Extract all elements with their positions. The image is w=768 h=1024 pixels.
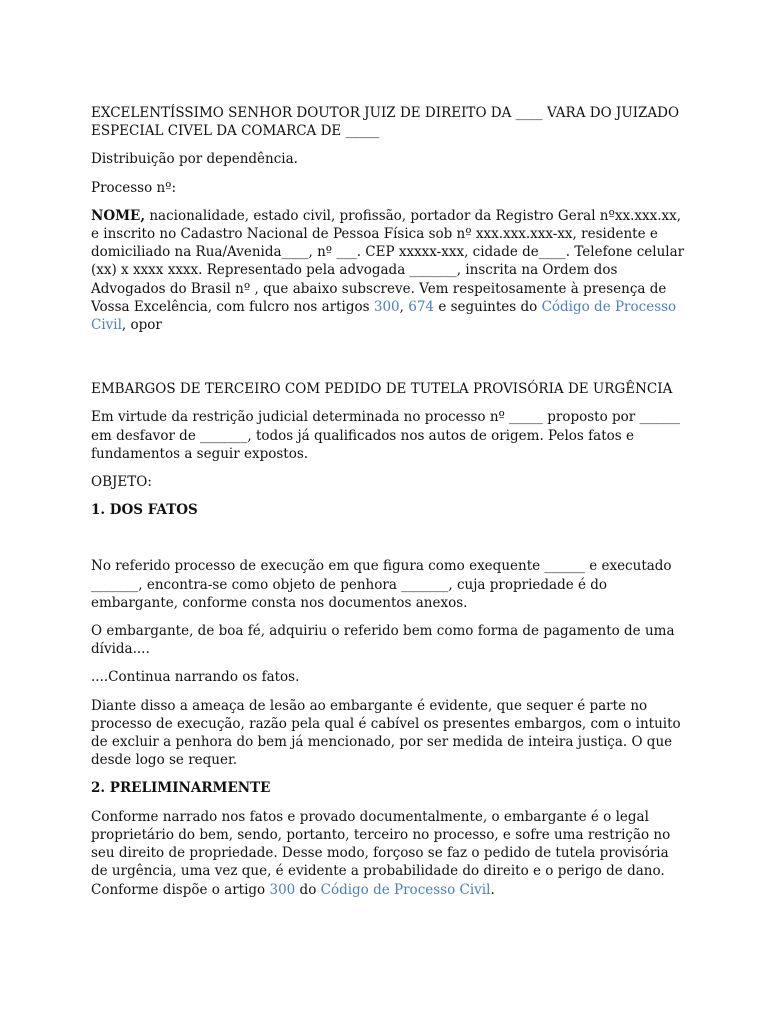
spacer [91, 344, 688, 380]
section-1-title: 1. DOS FATOS [91, 502, 198, 519]
court-address-line-1: EXCELENTÍSSIMO SENHOR DOUTOR JUIZ DE DIREITO DA ____ VARA DO JUIZADO [91, 105, 680, 121]
section-2-paragraph-1 [91, 808, 688, 899]
cpc-link[interactable]: Código de Processo Civil [91, 298, 677, 334]
section-1-paragraph-3: ....Continua narrando os fatos. [91, 669, 300, 686]
section-2-title: 2. PRELIMINARMENTE [91, 780, 271, 797]
qualification-text-1: nacionalidade, estado civil, profissão, portador da Registro Geral nºxx.xxx.xx, e inscrito no Cadastro Nacional de Pessoa Física sob nº xxx.xxx.xxx-xx, residente e domiciliado na Rua/Avenida____, nº ___. CEP xxxxx-xxx, cidade de____. Telefone celular (xx) x xxxx xxxx. Representado pela advogada _______, inscrita na Ordem dos Advogados do Brasil nº , que abaixo subscreve. Vem respeitosamente à presença de Vossa Excelência, com fulcro nos artigos [91, 207, 685, 315]
section-2-mid: do [295, 881, 321, 898]
qualification-text-2: e seguintes do [434, 298, 542, 315]
section-1-paragraph-4: Diante disso a ameaça de lesão ao embargante é evidente, que sequer é parte no processo de execução, razão pela qual é cabível os presentes embargos, com o intuito de excluir a penhora do bem já mencionado, por ser medida de inteira justiça. O que desde logo se requer. [91, 697, 681, 769]
intro-paragraph: Em virtude da restrição judicial determinada no processo nº _____ proposto por ______ em desfavor de _______, todos já qualificados nos autos de origem. Pelos fatos e fundamentos a seguir expostos. [91, 409, 680, 462]
process-number: Processo nº: [91, 179, 177, 196]
article-674-link[interactable]: 674 [408, 298, 435, 315]
section-2-text: Conforme narrado nos fatos e provado documentalmente, o embargante é o legal proprietário do bem, sendo, portanto, terceiro no processo, e sofre uma restrição no seu direito de propriedade. Desse modo, forçoso se faz o pedido de tutela provisória de urgência, uma vez que, é evidente a probabilidade do direito e o perigo de dano. Conforme dispõe o artigo [91, 808, 671, 898]
distribution-note: Distribuição por dependência. [91, 151, 298, 168]
cpc-link[interactable]: Código de Processo Civil [320, 881, 491, 898]
party-name: NOME, [91, 207, 146, 224]
spacer [91, 529, 688, 557]
section-1-paragraph-1: No referido processo de execução em que figura como exequente ______ e executado _______, encontra-se como objeto de penhora _______, cuja propriedade é do embargante, conforme consta nos documentos anexos. [91, 558, 672, 611]
article-300-link[interactable]: 300 [373, 298, 400, 315]
article-separator: , [399, 298, 409, 315]
section-1-paragraph-2: O embargante, de boa fé, adquiriu o referido bem como forma de pagamento de uma dívida.... [91, 623, 675, 658]
court-address-line-2: ESPECIAL CIVEL DA COMARCA DE _____ [91, 123, 380, 140]
court-address [91, 104, 688, 140]
object-label: OBJETO: [91, 474, 152, 491]
qualification-text-3: , opor [121, 317, 162, 334]
article-300-link[interactable]: 300 [269, 881, 296, 898]
action-title: EMBARGOS DE TERCEIRO COM PEDIDO DE TUTELA PROVISÓRIA DE URGÊNCIA [91, 381, 673, 398]
section-2-end: . [490, 881, 495, 898]
party-qualification [91, 207, 688, 334]
